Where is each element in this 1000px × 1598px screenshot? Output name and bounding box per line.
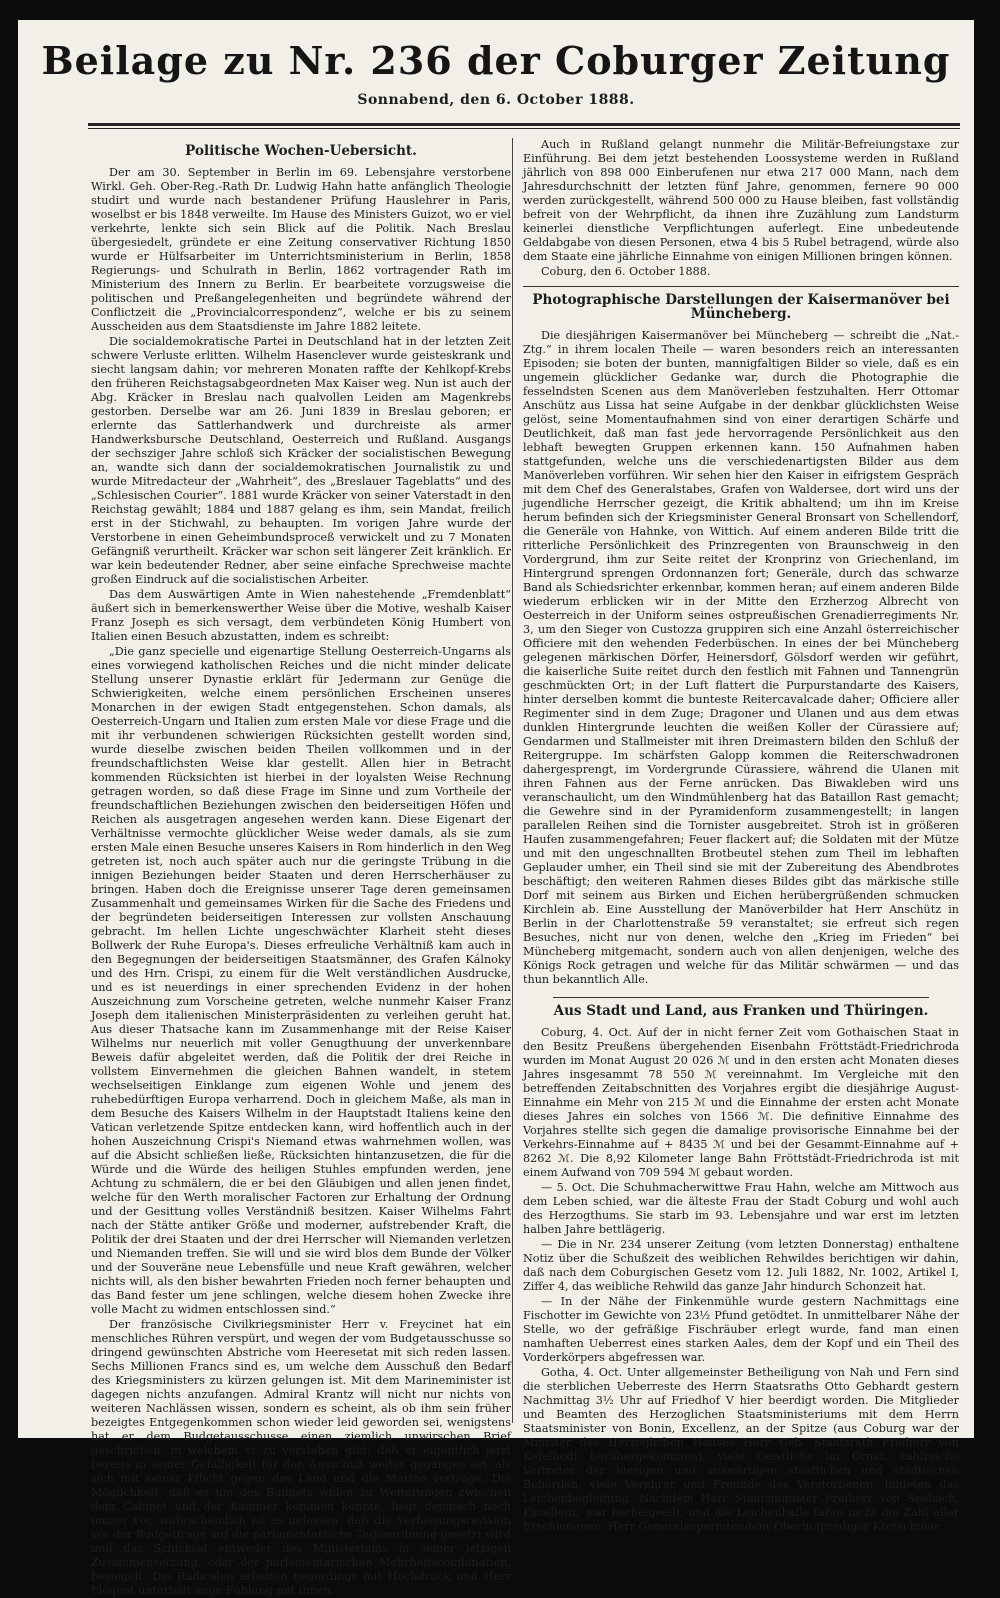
article-paragraph: Das dem Auswärtigen Amte in Wien nahestehende „Fremdenblatt“ äußert sich in bemerkenswerther Weise über die Motive, weshalb Kaiser Franz Joseph es sich versagt, dem verbündeten König Humbert von Italien einen Besuch abzustatten, indem es schreibt: bbox=[91, 588, 511, 643]
section-heading-politics: Politische Wochen-Uebersicht. bbox=[185, 143, 417, 159]
section-rule bbox=[523, 286, 959, 287]
article-paragraph: Die diesjährigen Kaisermanöver bei Müncheberg — schreibt die „Nat.-Ztg.“ in ihrem localen Theile — waren besonders reich an interessanten Episoden; sie boten der bunten, mannigfaltigen Bilder so viele, daß es ein ungemein glücklicher Gedanke war, durch die Photographie die fesselndsten Scenen aus dem Manöverleben festzuhalten. Herr Ottomar Anschütz aus Lissa hat seine Aufgabe in der denkbar glücklichsten Weise gelöst, seine Momentaufnahmen sind von einer derartigen Schärfe und Deutlichkeit, daß man fast jede hervorragende Persönlichkeit aus den lebhaft bewegten Gruppen erkennen kann. 150 Aufnahmen haben stattgefunden, welche uns die verschiedenartigsten Bilder aus dem Manöverleben vorführen. Wir sehen hier den Kaiser in eifrigstem Gespräch mit dem Chef des Generalstabes, Grafen von Waldersee, dort wird uns der jugendliche Herrscher gezeigt, die Kritik abhaltend; um ihn im Kreise herum befinden sich der Kriegsminister General Bronsart von Schellendorf, die Generäle von Hahnke, von Wittich. Auf einem anderen Bilde tritt die ritterliche Persönlichkeit des Prinzregenten von Braunschweig in den Vordergrund, ihm zur Seite reitet der Kronprinz von Griechenland, im Hintergrund sprengen Ordonnanzen fort; Generäle, durch das schwarze Band als Schiedsrichter erkennbar, kommen heran; auf einem anderen Bilde wiederum erblicken wir in der Mitte den Erzherzog Albrecht von Oesterreich in der Uniform seines ostpreußischen Grenadierregiments Nr. 3, um den Sieger von Custozza gruppiren sich eine Anzahl österreichischer Officiere mit den wehenden Federbüschen. In eines der bei Müncheberg gelegenen märkischen Dörfer, Heinersdorf, Gölsdorf werden wir geführt, die kaiserliche Suite reitet durch den festlich mit Fahnen und Tannengrün geschmückten Ort; in der Luft flattert die Purpurstandarte des Kaisers, hinter derselben kommt die bunteste Reitercavalcade daher; Officiere aller Regimenter sind in dem Zuge; Dragoner und Ulanen und aus dem etwas dunklen Hintergrunde leuchten die weißen Koller der Cürassiere auf; Gendarmen und Stallmeister mit ihren Dreimastern bilden den Schluß der Reitergruppe. Im schärfsten Galopp kommen die Reiterschwadronen dahergesprengt, im Vordergrunde Cürassiere, während die Ulanen mit ihren Fahnen aus der Ferne anrücken. Das Biwakleben wird uns veranschaulicht, um den Windmühlenberg hat das Bataillon Rast gemacht; die Gewehre sind in der Pyramidenform zusammengestellt; in langen parallelen Reihen sind die Tornister ausgebreitet. Stroh ist in größeren Haufen zusammengefahren; Feuer flackert auf; die Soldaten mit der Mütze und mit den ungeschnallten Brotbeutel stehen zum Theil im lebhaften Geplauder umher, ein Theil sind sie mit der Zubereitung des Abendbrotes beschäftigt; den weiteren Rahmen dieses Bildes gibt das märkische stille Dorf mit seinem aus Birken und Eichen herübergrüßenden schmucken Kirchlein ab. Eine Ausstellung der Manöverbilder hat Herr Anschütz in Berlin in der Charlottenstraße 59 veranstaltet; sie erfreut sich regen Besuches, nicht nur von denen, welche den „Krieg im Frieden“ bei Müncheberg mitgemacht, sondern auch von allen denjenigen, welche des Königs Rock getragen und welche für das Militär schwärmen — und das thun bekanntlich Alle. bbox=[523, 329, 959, 986]
article-paragraph: — 5. Oct. Die Schuhmacherwittwe Frau Hahn, welche am Mittwoch aus dem Leben schied, war die älteste Frau der Stadt Coburg und wohl auch des Herzogthums. Sie starb im 93. Lebensjahre und war erst im letzten halben Jahre bettlägerig. bbox=[523, 1181, 959, 1236]
article-paragraph: Der am 30. September in Berlin im 69. Lebensjahre verstorbene Wirkl. Geh. Ober-Reg.-Rath Dr. Ludwig Hahn hatte anfänglich Theologie studirt und wurde nach bestandener Prüfung Hauslehrer in Paris, woselbst er bis 1848 verweilte. Im Hause des Ministers Guizot, wo er viel verkehrte, lenkte sich sein Blick auf die Politik. Nach Breslau übergesiedelt, gründete er eine Zeitung conservativer Richtung 1850 wurde er Hülfsarbeiter im Unterrichtsministerium in Berlin, 1858 Regierungs- und Schulrath in Berlin, 1862 vortragender Rath im Ministerium des Innern zu Berlin. Er bearbeitete vorzugsweise die politischen und Preßangelegenheiten und begründete während der Conflictzeit die „Provincialcorrespondenz“, welche er bis zu seinem Ausscheiden aus dem Staatsdienste im Jahre 1882 leitete. bbox=[91, 166, 511, 333]
article-paragraph: Gotha, 4. Oct. Unter allgemeinster Betheiligung von Nah und Fern sind die sterblichen Ueberreste des Herrn Staatsraths Otto Gebhardt gestern Nachmittag 3½ Uhr auf Friedhof V hier beerdigt worden. Die Mitglieder und Beamten des Herzoglichen Staatsministeriums mit dem Herrn Staatsminister von Bonin, Excellenz, an der Spitze (aus Coburg war der Minister des Herzoglichen Hauses Herr Geh. Staatsrath Freiherr von Ketelhodt herübergekommen), viele Geistliche im Ornat, zahlreiche Vertreter der hiesigen und auswärtigen staatlichen und städtischen Behörden, viele Verehrer und Freunde des Verstorbenen, bildeten das Leichenbegleitung. Nachdem Herr Staatsminister Freiherr von Seebach, Excellenz, war herbeigeeilt, und die Leichenhalle faßte nicht die Zahl aller Erschienenen. Herr Generalsuperintendent Oberhofprediger Kretschmar bbox=[523, 1366, 959, 1533]
article-quote: „Die ganz specielle und eigenartige Stellung Oesterreich-Ungarns als eines vorwiegend katholischen Reiches und die nicht minder delicate Stellung unserer Dynastie erklärt für Jedermann zur Genüge die Schwierigkeiten, welche einem persönlichen Erscheinen unseres Monarchen in der ewigen Stadt entgegenstehen. Schon damals, als Oesterreich-Ungarn und Italien zum ersten Male vor diese Frage und die mit ihr verbundenen schwierigen Rücksichten gestellt worden sind, wurde dieselbe zwischen beiden Theilen vollkommen und in der freundschaftlichsten Weise klar gestellt. Allen hier in Betracht kommenden Rücksichten ist hierbei in der loyalsten Weise Rechnung getragen worden, so daß diese Frage im Sinne und zum Vortheile der freundschaftlichen Beziehungen zwischen den beiderseitigen Höfen und Reichen als ausgetragen angesehen werden kann. Diese Eigenart der Verhältnisse vermochte glücklicher Weise weder damals, als sie zum ersten Male einen Besuche unseres Kaisers in Rom hinderlich in den Weg getreten ist, noch auch später auch nur die geringste Trübung in die innigen Beziehungen beider Staaten und deren Herrscherhäuser zu bringen. Haben doch die Ereignisse unserer Tage deren gemeinsamen Zusammenhalt und gemeinsames Wirken für die Sache des Friedens und der begründeten beiderseitigen Interessen zur vollsten Anschauung gebracht. Im hellen Lichte ungeschwächter Klarheit steht dieses Bollwerk der Ruhe Europa's. Dieses erfreuliche Verhältniß kam auch in den Begegnungen der beiderseitigen Staatsmänner, des Grafen Kálnoky und des Hrn. Crispi, zu einem für die Welt verständlichen Ausdrucke, und es ist neuerdings in einer sprechenden Evidenz in der hohen Auszeichnung zum Vorscheine getreten, welche nunmehr Kaiser Franz Joseph dem italienischen Ministerpräsidenten zu verleihen geruht hat. Aus dieser Thatsache kann im Zusammenhange mit der Reise Kaiser Wilhelms nur neuerlich mit voller Genugthuung der unverkennbare Beweis dafür abgeleitet werden, daß die Politik der drei Reiche in vollstem Einvernehmen die gleichen Bahnen wandelt, in stetem wechselseitigen Einklange zum eigenen Wohle und jenem des ruhebedürftigen Europa verharrend. Doch in gleichem Maße, als man in dem Besuche des Kaisers Wilhelm in der Hauptstadt Italiens keine den Vatican verletzende Spitze entdecken kann, wird hoffentlich auch in der hohen Auszeichnung Crispi's Niemand etwas wahrnehmen wollen, was auf die Absicht schließen ließe, Rücksichten hintanzusetzen, die für die Würde und die Würde des heiligen Stuhles empfunden werden, jene Achtung zu schmälern, die er bei den Gläubigen und allen jenen findet, welche für den Werth moralischer Factoren zur Erhaltung der Ordnung und der Gesittung volles Verständniß besitzen. Kaiser Wilhelms Fahrt nach der Stätte antiker Größe und moderner, aufstrebender Kraft, die Politik der drei Staaten und der drei Herrscher will Niemanden verletzen und Niemanden treffen. Sie will und sie wird blos dem Bunde der Völker und der Souveräne neue Lebensfülle und neue Kraft gewähren, welcher nichts will, als den bisher bewahrten Frieden noch ferner behaupten und das Band fester um jene schlingen, welche diesem hohen Zwecke ihre volle Macht zu widmen entschlossen sind.“ bbox=[91, 645, 511, 1316]
masthead-rule-thin bbox=[88, 128, 960, 129]
masthead-date: Sonnabend, den 6. October 1888. bbox=[357, 92, 635, 108]
article-dateline: Coburg, den 6. October 1888. bbox=[541, 265, 711, 278]
article-paragraph: Der französische Civilkriegsminister Herr v. Freycinet hat ein menschliches Rühren verspürt, und wegen der vom Budgetausschusse so dringend gewünschten Abstriche vom Heeresetat mit sich reden lassen. Sechs Millionen Francs sind es, um welche dem Ausschuß den Bedarf des Kriegsministers zu kürzen gelungen ist. Mit dem Marineminister ist dagegen nichts anzufangen. Admiral Krantz will nicht nur nichts von weiteren Nachlässen wissen, sondern es scheint, als ob ihm sein früher bezeigtes Entgegenkommen schon wieder leid geworden sei, wenigstens hat er dem Budgetausschusse einen ziemlich unwirschen Brief geschrieben, in welchem er zu verstehen gibt, daß er eigentlich jetzt bereits in seiner Gefälligkeit für den Ausschuß weiter gegangen sei, als sich mit seiner Pflicht gegen das Land und die Marine vertrage. Die Möglichkeit, daß es um des Budgets willen zu Weiterungen zwischen dem Cabinet und der Kammer kommen könnte, liegt demnach noch immer vor, wahrscheinlich ist es indessen, daß die Verfassungsrevision vor der Budgetfrage auf die parlamentarische Tagesordnung gesetzt wird und das Schicksal entweder des Ministeriums in seiner jetzigen Zusammensetzung, oder der parlamentarischen Mehrheitscombination, besiegelt. Die Radicalen arbeiten neuerdings mit Hochdruck und Herr Floquet unterhält enge Fühlung mit ihnen. bbox=[91, 1318, 511, 1597]
article-paragraph: — In der Nähe der Finkenmühle wurde gestern Nachmittags eine Fischotter im Gewichte von 23½ Pfund getödtet. In unmittelbarer Nähe der Stelle, wo der gefräßige Fischräuber erlegt wurde, fand man einen namhaften Ueberrest eines starken Aales, dem der Kopf und ein Theil des Vorderkörpers abgefressen war. bbox=[523, 1295, 959, 1364]
masthead-rule-thick bbox=[88, 123, 960, 126]
right-column bbox=[523, 138, 959, 1533]
article-paragraph: Auch in Rußland gelangt nunmehr die Militär-Befreiungstaxe zur Einführung. Bei dem jetzt bestehenden Loossysteme werden in Rußland jährlich von 898 000 Einberufenen nur etwa 217 000 Mann, nach dem Jahresdurchschnitt der letzten fünf Jahre, genommen, fernere 90 000 werden zurückgestellt, während 500 000 zu Hause bleiben, fast vollständig befreit von der Wehrpflicht, da ihnen ihre Zuzählung zum Landsturm keinerlei dienstliche Verpflichtungen auferlegt. Eine unbedeutende Geldabgabe von diesen Personen, etwa 4 bis 5 Rubel betragend, würde also dem Staate eine jährliche Einnahme von einigen Millionen bringen können. bbox=[523, 138, 959, 263]
masthead-title: Beilage zu Nr. 236 der Coburger Zeitung bbox=[41, 38, 951, 83]
left-column bbox=[91, 138, 511, 1597]
newspaper-page bbox=[18, 20, 974, 1597]
section-rule bbox=[553, 997, 929, 998]
article-paragraph: Coburg, 4. Oct. Auf der in nicht ferner Zeit vom Gothaischen Staat in den Besitz Preußens übergehenden Eisenbahn Fröttstädt-Friedrichroda wurden im Monat August 20 026 ℳ und in den ersten acht Monaten dieses Jahres insgesammt 78 550 ℳ vereinnahmt. Im Vergleiche mit den betreffenden Zeitabschnitten des Vorjahres ergibt die diesjährige August-Einnahme ein Mehr von 215 ℳ und die Einnahme der ersten acht Monate dieses Jahres ein solches von 1566 ℳ. Die definitive Einnahme des Vorjahres stellte sich gegen die damalige provisorische Einnahme bei der Verkehrs-Einnahme auf + 8435 ℳ und bei der Gesammt-Einnahme auf + 8262 ℳ. Die 8,92 Kilometer lange Bahn Fröttstädt-Friedrichroda ist mit einem Aufwand von 709 594 ℳ gebaut worden. bbox=[523, 1026, 959, 1179]
column-divider bbox=[512, 138, 513, 1423]
section-heading-local-news: Aus Stadt und Land, aus Franken und Thüringen. bbox=[553, 1003, 929, 1019]
section-heading-photographs: Photographische Darstellungen der Kaisermanöver bei Müncheberg. bbox=[532, 292, 950, 322]
article-paragraph: Die socialdemokratische Partei in Deutschland hat in der letzten Zeit schwere Verluste erlitten. Wilhelm Hasenclever wurde geisteskrank und siecht langsam dahin; vor mehreren Monaten raffte der Kehlkopf-Krebs den früheren Reichstagsabgeordneten Max Kaiser weg. Nun ist auch der Abg. Kräcker in Breslau nach qualvollen Leiden am Magenkrebs gestorben. Derselbe war am 26. Juni 1839 in Breslau geboren; er erlernte das Sattlerhandwerk und durchreiste als armer Handwerksbursche Deutschland, Oesterreich und Rußland. Ausgangs der sechsziger Jahre schloß sich Kräcker der socialistischen Bewegung an, wandte sich dann der socialdemokratischen Journalistik zu und wurde Mitredacteur der „Wahrheit“, des „Breslauer Tageblatts“ und des „Schlesischen Courier“. 1881 wurde Kräcker von seiner Vaterstadt in den Reichstag gewählt; 1884 und 1887 gelang es ihm, sein Mandat, freilich erst in der Stichwahl, zu behaupten. Im vorigen Jahre wurde der Verstorbene in einen Geheimbundsproceß verwickelt und zu 7 Monaten Gefängniß verurtheilt. Kräcker war schon seit längerer Zeit kränklich. Er war kein bedeutender Redner, aber seine einfache Sprechweise machte großen Eindruck auf die socialistischen Arbeiter. bbox=[91, 335, 511, 586]
article-paragraph: — Die in Nr. 234 unserer Zeitung (vom letzten Donnerstag) enthaltene Notiz über die Schußzeit des weiblichen Rehwildes berichtigen wir dahin, daß nach dem Coburgischen Gesetz vom 12. Juli 1882, Nr. 1002, Artikel I, Ziffer 4, das weibliche Rehwild das ganze Jahr hindurch Schonzeit hat. bbox=[523, 1238, 959, 1293]
